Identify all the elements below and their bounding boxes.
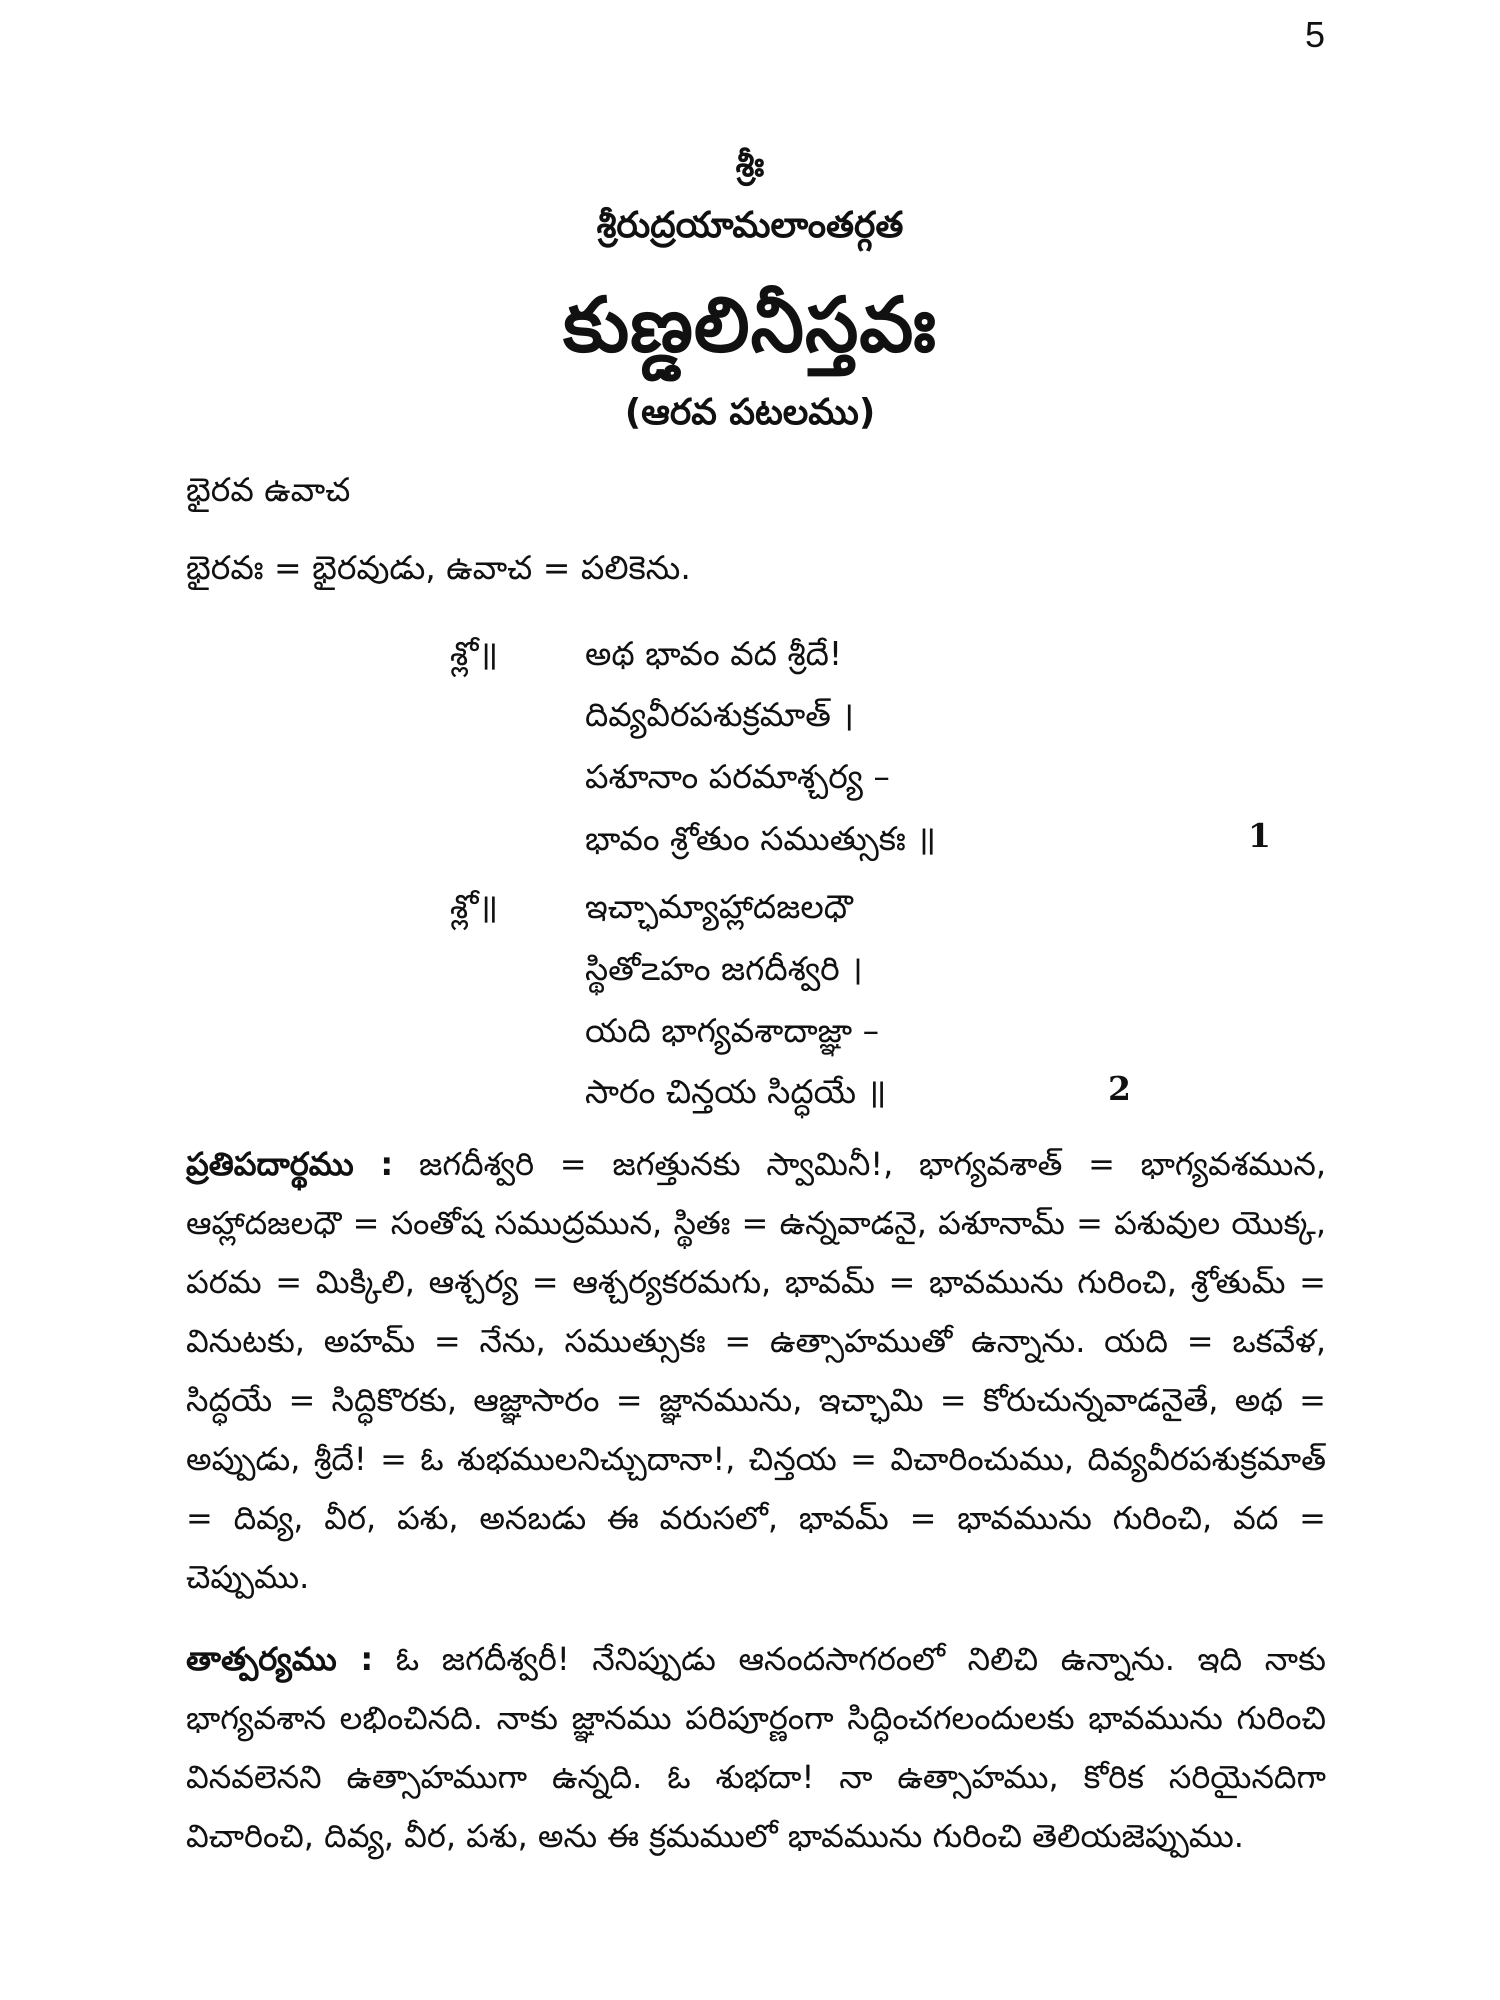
word-meaning-text: జగదీశ్వరి = జగత్తునకు స్వామినీ!, భాగ్యవశాత్ = భాగ్యవశమున, ఆహ్లాదజలధౌ = సంతోష సముద్రమున, స్థితః = ఉన్నవాడనై, పశూనామ్ = పశువుల యొక్క, పరమ = మిక్కిలి, ఆశ్చర్య = ఆశ్చర్యకరమగు, భావమ్ = భావమును గురించి, శ్రోతుమ్ = వినుటకు, అహమ్ = నేను, సముత్సుకః = ఉత్సాహముతో ఉన్నాను. యది = ఒకవేళ, సిద్ధయే = సిద్ధికొరకు, ఆజ్ఞాసారం = జ్ఞానమును, ఇచ్ఛామి = కోరుచున్నవాడనైతే, అథ = అప్పుడు, శ్రీదే! = ఓ శుభములనిచ్చుదానా!, చిన్తయ = విచారించుము, దివ్యవీరపశుక్రమాత్ = దివ్య, వీర, పశు, అనబడు ఈ వరుసలో, భావమ్ = భావమును గురించి, వద = చెప్పుము.: [186, 1145, 1327, 1596]
chapter-subtitle: (ఆరవ పటలము): [624, 392, 876, 433]
invocation: శ్రీః: [735, 145, 765, 185]
source-text: శ్రీరుద్రయామలాంతర్గత: [596, 205, 904, 246]
verse-number: 1: [1248, 816, 1271, 855]
verse-marker: శ్లో॥: [450, 887, 499, 926]
verse-line: భావం శ్రోతుం సముత్సుకః ॥: [585, 819, 937, 858]
verse-line: యది భాగ్యవశాదాజ్ఞా –: [585, 1011, 880, 1050]
meaning-paragraph: [186, 1630, 1326, 1866]
verse-marker: శ్లో॥: [450, 634, 499, 673]
speaker-gloss: భైరవః = భైరవుడు, ఉవాచ = పలికెను.: [186, 548, 691, 587]
verse-line: అథ భావం వద శ్రీదే!: [585, 634, 843, 673]
verse-line: పశూనాం పరమాశ్చర్య –: [585, 757, 890, 796]
meaning-text: ఓ జగదీశ్వరీ! నేనిప్పుడు ఆనందసాగరంలో నిలిచి ఉన్నాను. ఇది నాకు భాగ్యవశాన లభించినది. నాకు జ్ఞానము పరిపూర్ణంగా సిద్ధించగలందులకు భావమును గురించి వినవలెనని ఉత్సాహముగా ఉన్నది. ఓ శుభదా! నా ఉత్సాహము, కోరిక సరియైనదిగా విచారించి, దివ్య, వీర, పశు, అను ఈ క్రమములో భావమును గురించి తెలియజెప్పుము.: [186, 1640, 1327, 1855]
verse-line: దివ్యవీరపశుక్రమాత్ ।: [585, 695, 854, 734]
speaker-heading: భైరవ ఉవాచ: [186, 470, 351, 509]
verse-line: సారం చిన్తయ సిద్ధయే ॥: [585, 1072, 887, 1111]
meaning-label: తాత్పర్యము :: [186, 1640, 374, 1678]
verse-line: ఇచ్ఛామ్యాహ్లాదజలధౌ: [585, 887, 853, 926]
verse-number: 2: [1108, 1069, 1131, 1108]
page-number: 5: [1305, 14, 1326, 55]
word-meaning-label: ప్రతిపదార్థము :: [186, 1145, 394, 1183]
page-title: కుణ్డలినీస్తవః: [563, 280, 937, 369]
verse-line: స్థితో౽హం జగదీశ్వరి ।: [585, 949, 863, 988]
word-meaning-paragraph: [186, 1135, 1326, 1607]
